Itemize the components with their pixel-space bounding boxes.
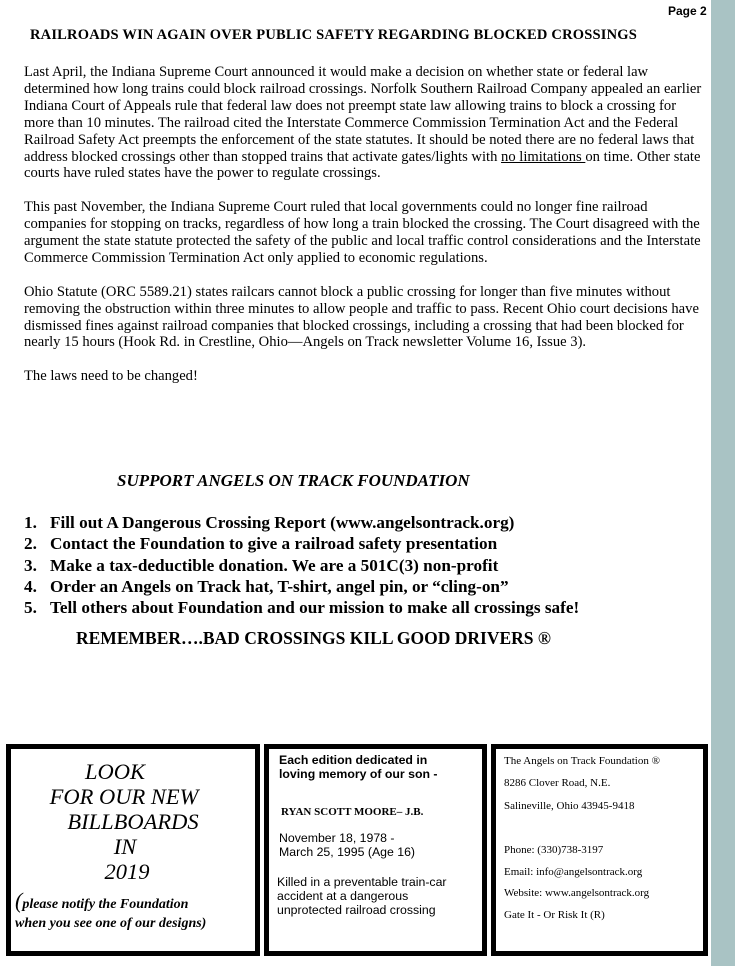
billboard-line: LOOK bbox=[84, 759, 146, 784]
memorial-box bbox=[264, 744, 487, 956]
paragraph-4: The laws need to be changed! bbox=[24, 368, 198, 385]
article-body bbox=[24, 64, 708, 402]
step-item bbox=[24, 512, 579, 533]
paragraph-1-start: Last April, the Indiana Supreme Court announced it would make a decision on whether state or federal law determined how long trains could block railroad crossings. Norfolk Southern Railroad Company appealed an earlier Indiana Court of Appeals rule that federal law does not preempt state law allowing trains to block a crossing for more than 10 minutes. The railroad cited the Interstate Commerce Commission Termination Act and the Federal Railroad Safety Act preempts the enforcement of the state statutes. It should be noted there are no federal laws that address blocked crossings other than stopped trains that activate gates/lights with bbox=[24, 64, 702, 165]
article-headline: RAILROADS WIN AGAIN OVER PUBLIC SAFETY REGARDING BLOCKED CROSSINGS bbox=[30, 27, 637, 43]
phone-number: Phone: (330)738-3197 bbox=[504, 844, 604, 856]
billboard-line: FOR OUR NEW bbox=[49, 784, 199, 809]
paragraph-3: Ohio Statute (ORC 5589.21) states railcars cannot block a public crossing for longer than five minutes without removing the obstruction within three minutes to allow people and traffic to pass. Recent Ohio court decisions have dismissed fines against railroad companies that blocked crossings, including a crossing that had been blocked for nearly 15 hours (Hook Rd. in Crestline, Ohio—Angels on Track newsletter Volume 16, Issue 3). bbox=[24, 283, 699, 351]
step-text: Tell others about Foundation and our mission to make all crossings safe! bbox=[50, 598, 580, 618]
billboard-announcement bbox=[11, 759, 255, 884]
step-text: Contact the Foundation to give a railroad safety presentation bbox=[50, 534, 498, 554]
memorial-description bbox=[277, 875, 447, 917]
city-address: Salineville, Ohio 43945-9418 bbox=[504, 800, 635, 812]
killed-line-3: unprotected railroad crossing bbox=[277, 903, 436, 917]
underlined-phrase: no limitations bbox=[501, 148, 586, 165]
step-number: 1. bbox=[24, 513, 37, 532]
paragraph-1-end: on time. Other state courts have ruled states have the power to regulate crossings. bbox=[24, 148, 701, 182]
step-text: Fill out A Dangerous Crossing Report (www.angelsontrack.org) bbox=[50, 513, 515, 532]
billboard-line: 2019 bbox=[104, 859, 150, 884]
email-address: Email: info@angelsontrack.org bbox=[504, 866, 643, 878]
support-heading: SUPPORT ANGELS ON TRACK FOUNDATION bbox=[117, 471, 470, 490]
support-steps-list bbox=[24, 512, 579, 618]
killed-line-2: accident at a dangerous bbox=[277, 889, 409, 903]
step-text: Make a tax-deductible donation. We are a 501C(3) non-profit bbox=[50, 555, 499, 575]
step-number: 5. bbox=[24, 598, 37, 618]
billboard-note bbox=[15, 888, 207, 933]
street-address: 8286 Clover Road, N.E. bbox=[504, 777, 611, 789]
side-accent-bar bbox=[711, 0, 735, 966]
step-number: 4. bbox=[24, 576, 37, 596]
org-name: The Angels on Track Foundation ® bbox=[504, 755, 660, 767]
step-item bbox=[24, 555, 579, 576]
dedication-line-1: Each edition dedicated in bbox=[279, 753, 428, 767]
website-address: Website: www.angelsontrack.org bbox=[504, 887, 650, 899]
billboard-line: BILLBOARDS bbox=[67, 809, 199, 834]
step-item bbox=[24, 576, 579, 597]
dates-line-2: March 25, 1995 (Age 16) bbox=[279, 845, 416, 859]
killed-line-1: Killed in a preventable train-car bbox=[277, 875, 447, 889]
paragraph-2: This past November, the Indiana Supreme Court ruled that local governments could no longer fine railroad companies for stopping on tracks, regardless of how long a train blocked the crossing. The Court disagreed with the argument the state statute protected the safety of the public and local traffic control considerations and the Interstate Commerce Commission Termination Act only applied to economic regulations. bbox=[24, 199, 701, 266]
page-number: Page 2 bbox=[668, 4, 707, 18]
note-line-1: please notify the Foundation bbox=[22, 897, 189, 912]
slogan: Gate It - Or Risk It (R) bbox=[504, 909, 605, 921]
note-paren: ( bbox=[15, 888, 23, 913]
dates-line-1: November 18, 1978 - bbox=[279, 831, 395, 845]
billboard-line: IN bbox=[113, 834, 137, 859]
memorial-dates bbox=[279, 831, 415, 859]
step-item bbox=[24, 533, 579, 554]
note-line-2: when you see one of our designs) bbox=[15, 916, 207, 931]
step-item bbox=[24, 597, 579, 618]
contact-box bbox=[491, 744, 708, 956]
billboard-box bbox=[6, 744, 260, 956]
paragraph-1 bbox=[24, 64, 708, 182]
step-text: Order an Angels on Track hat, T-shirt, angel pin, or “cling-on” bbox=[50, 576, 509, 596]
step-number: 3. bbox=[24, 555, 37, 575]
dedication-line-2: loving memory of our son - bbox=[279, 767, 438, 781]
remember-slogan: REMEMBER….BAD CROSSINGS KILL GOOD DRIVERS ® bbox=[76, 628, 551, 648]
memorial-content bbox=[277, 753, 447, 917]
step-number: 2. bbox=[24, 534, 37, 554]
memorial-name: RYAN SCOTT MOORE– J.B. bbox=[281, 806, 424, 818]
